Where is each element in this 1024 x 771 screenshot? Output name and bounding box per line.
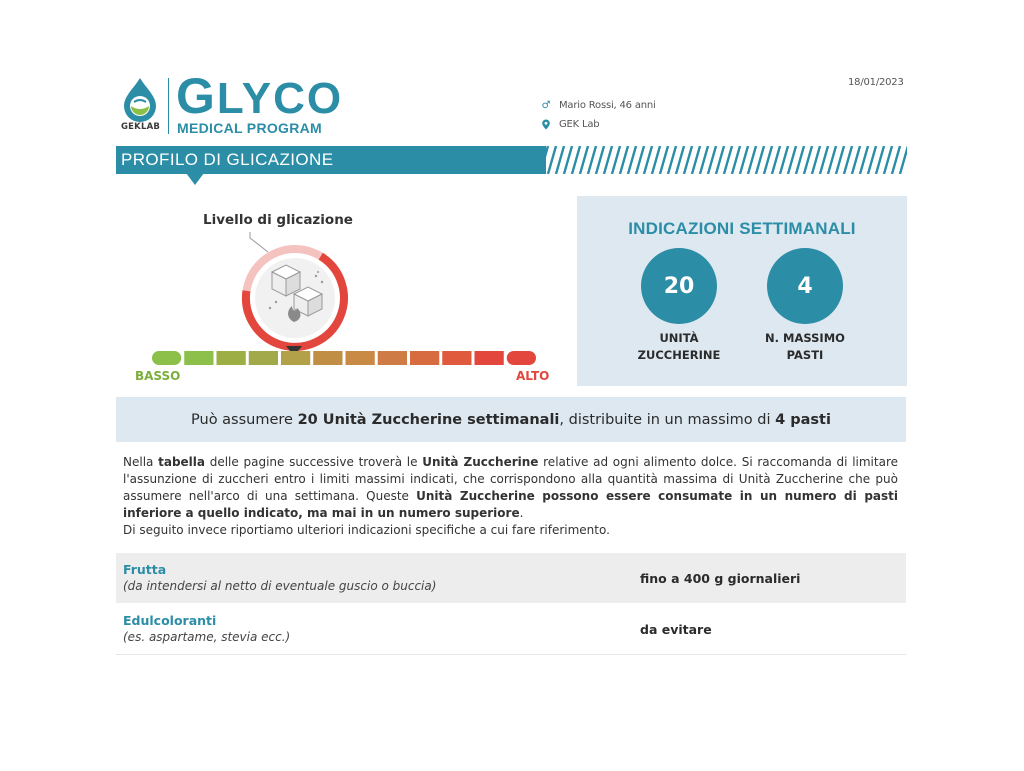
units-value: 20 [663,273,695,299]
patient-name: Mario Rossi, 46 anni [559,100,656,111]
explanation-paragraph [123,454,898,539]
banner-notch [186,173,204,185]
brand-initial: G [176,68,217,124]
gauge-segment [442,351,471,365]
gauge-bar [152,351,536,365]
meals-label-line2: PASTI [786,348,824,362]
gauge-segment [313,351,342,365]
units-label-line2: ZUCCHERINE [637,348,721,362]
gauge-segment [249,351,278,365]
units-label-line1: UNITÀ [659,331,699,345]
brand-rest: LYCO [216,74,344,123]
gauge-segment [217,351,246,365]
gauge-low-label: BASSO [135,369,181,383]
meals-value: 4 [797,273,813,299]
meals-circle [767,248,843,324]
food-name: Edulcoloranti [123,613,217,628]
food-note: (es. aspartame, stevia ecc.) [123,630,291,644]
drop-logo-icon [120,76,160,122]
para-line-2: Di seguito invece riportiamo ulteriori indicazioni specifiche a cui fare riferimento. [123,523,610,537]
gauge-segment [507,351,536,365]
food-note: (da intendersi al netto di eventuale guscio o buccia) [123,579,437,593]
section-title: PROFILO DI GLICAZIONE [121,150,334,169]
program-subtitle: MEDICAL PROGRAM [177,120,323,136]
para-text-4: . [519,506,524,520]
gauge-segment [378,351,407,365]
gauge-segment [281,351,310,365]
para-text-3: relative ad ogni alimento dolce. Si raccomanda di limitare l'assunzione di zuccheri entro i limiti massimi indicati, che corrispondono alla quantità massima di Unità Zuccherine che può assumere nell'arco di una settimana. Queste [123,455,898,503]
para-text-1: Nella [123,455,159,469]
para-bold-3: Unità Zuccherine possono essere consumate in un numero di pasti inferiore a quello indicato, ma mai in un numero superiore [123,489,898,520]
gauge-segment [184,351,213,365]
weekly-title: INDICAZIONI SETTIMANALI [628,219,856,238]
summary-text-2: , distribuite in un massimo di [559,411,776,428]
report-date: 18/01/2023 [848,77,904,88]
para-bold-2: Unità Zuccherine [422,455,539,469]
gauge-callout-line [250,232,268,252]
lab-name: GEK Lab [559,119,600,130]
logo-divider [168,78,169,134]
gauge-high-label: ALTO [516,369,550,383]
banner-stripes [524,146,907,174]
male-icon: ♂ [541,100,551,111]
summary-bold-2: 4 pasti [775,411,831,428]
patient-info [541,100,656,111]
gauge-segment [346,351,375,365]
units-label [609,330,749,364]
summary-bar [116,397,906,442]
food-limit: fino a 400 g giornalieri [640,571,801,586]
glycation-gauge [150,228,550,368]
gauge-title: Livello di glicazione [203,212,353,228]
gauge-segment [152,351,181,365]
gauge-segment [475,351,504,365]
lab-info [541,119,599,130]
brand-wordmark [176,70,343,125]
para-text-2: delle pagine successive troverà le [205,455,423,469]
units-circle [641,248,717,324]
food-limit: da evitare [640,622,712,637]
table-bottom-border [116,654,906,655]
gauge-segment [410,351,439,365]
summary-text-1: Può assumere [191,411,298,428]
food-name: Frutta [123,562,167,577]
meals-label [735,330,875,364]
meals-label-line1: N. MASSIMO [765,331,845,345]
para-bold-1: tabella [158,455,205,469]
table-row [116,604,906,654]
summary-bold-1: 20 Unità Zuccherine settimanali [297,411,560,428]
geklab-logo-text: GEKLAB [121,122,161,132]
location-pin-icon [541,119,551,130]
